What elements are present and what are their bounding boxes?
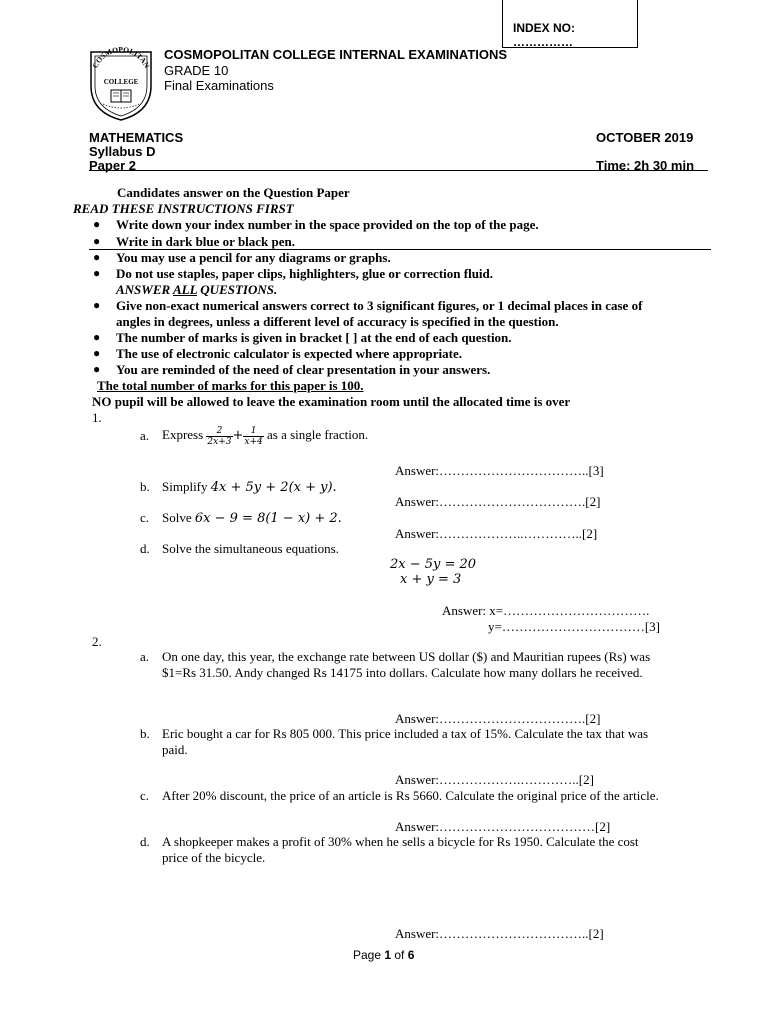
paper-number: Paper 2 [89,158,136,173]
q2a-question-line-2: $1=Rs 31.50. Andy changed Rs 14175 into dollars. Calculate how many dollars he received. [162,665,643,680]
instruction-item: Do not use staples, paper clips, highlighters, glue or correction fluid. [116,266,494,281]
read-instructions-heading: READ THESE INSTRUCTIONS FIRST [73,201,294,216]
index-number-label: INDEX NO: …………… [513,21,576,49]
index-number-box[interactable] [502,0,638,48]
fraction-1: $\frac{2}{2x+3}$ [207,425,232,447]
q1d-answer-y[interactable]: y=……………………………[3] [488,619,660,634]
instruction-item: The number of marks is given in bracket [ ] at the end of each question. [116,330,512,345]
q1c-question: Solve 6x − 9 = 8(1 − x) + 2. [162,510,342,526]
q1c-answer-line[interactable]: Answer:………………..…………..[2] [395,526,598,541]
exam-time: Time: 2h 30 min [596,158,695,173]
bullet-icon: ● [93,266,101,280]
q2d-label: d. [140,834,150,849]
bullet-icon: ● [93,217,101,231]
exam-date: OCTOBER 2019 [596,130,694,145]
bullet-icon: ● [93,362,101,376]
bullet-icon: ● [93,298,101,312]
bullet-icon: ● [93,346,101,360]
q2d-answer-line[interactable]: Answer:……………………………..[2] [395,926,604,941]
q1a-answer-line[interactable]: Answer:……………………………..[3] [395,463,604,478]
q2c-label: c. [140,788,150,803]
q2c-question: After 20% discount, the price of an article is Rs 5660. Calculate the original price of the article. [162,788,659,803]
total-pages: 6 [407,948,415,962]
candidates-note: Candidates answer on the Question Paper [117,185,350,200]
page-footer: Page 1 of 6 [353,948,415,962]
school-name: COSMOPOLITAN COLLEGE INTERNAL EXAMINATIONS [164,47,508,62]
svg-text:COLLEGE: COLLEGE [103,78,139,86]
instruction-item: Write down your index number in the space provided on the top of the page. [116,217,539,232]
q1d-label: d. [140,541,150,556]
q1b-label: b. [140,479,150,494]
q2a-label: a. [140,649,150,664]
bullet-icon: ● [93,330,101,344]
question-2-number: 2. [92,634,102,649]
answer-all-heading: ANSWER ALL QUESTIONS. [116,282,278,297]
instruction-item: Write in dark blue or black pen. [116,234,296,249]
exam-title: Final Examinations [164,78,274,93]
bullet-icon: ● [93,250,101,264]
q1d-question: Solve the simultaneous equations. [162,541,339,556]
q1c-label: c. [140,510,150,525]
q2a-question-line-1: On one day, this year, the exchange rate between US dollar ($) and Mauritian rupees (Rs) was [162,649,651,664]
header-rule [89,170,708,171]
svg-text:COSMOPOLITAN: COSMOPOLITAN [90,46,152,70]
q2d-question-line-1: A shopkeeper makes a profit of 30% when he sells a bicycle for Rs 1950. Calculate the cost [162,834,639,849]
question-1-number: 1. [92,410,102,425]
instruction-item: You may use a pencil for any diagrams or graphs. [116,250,391,265]
instruction-item: Give non-exact numerical answers correct to 3 significant figures, or 1 decimal places in case of [116,298,643,313]
q1d-equation-2: x + y = 3 [400,572,462,587]
instruction-item: You are reminded of the need of clear presentation in your answers. [116,362,491,377]
q2d-question-line-2: price of the bicycle. [162,850,266,865]
q1b-question: Simplify 4x + 5y + 2(x + y). [162,479,337,495]
q1d-answer-x[interactable]: Answer: x=……………………………. [442,603,650,618]
q1a-question: Express $\frac{2}{2x+3}$ + $\frac{1}{x+4}$ as a single fraction. [162,425,369,447]
q2c-answer-line[interactable]: Answer:………………………………[2] [395,819,611,834]
q2b-question-line-2: paid. [162,742,188,757]
subject-name: MATHEMATICS [89,130,184,145]
current-page: 1 [384,948,392,962]
instruction-item: The use of electronic calculator is expected where appropriate. [116,346,463,361]
q2b-question-line-1: Eric bought a car for Rs 805 000. This price included a tax of 15%. Calculate the tax that was [162,726,649,741]
q2a-answer-line[interactable]: Answer:…………………………….[2] [395,711,601,726]
fraction-2: $\frac{1}{x+4}$ [244,425,263,447]
q2b-answer-line[interactable]: Answer:……………….…………..[2] [395,772,594,787]
college-logo [85,46,157,122]
q2b-label: b. [140,726,150,741]
grade: GRADE 10 [164,63,229,78]
q1b-answer-line[interactable]: Answer:…………………………….[2] [395,494,601,509]
q1d-equation-1: 2x − 5y = 20 [390,557,477,572]
no-leave-note: NO pupil will be allowed to leave the examination room until the allocated time is over [92,394,571,409]
q1a-label: a. [140,428,150,443]
instruction-item-cont: angles in degrees, unless a different level of accuracy is specified in the question. [116,314,559,329]
syllabus: Syllabus D [89,144,156,159]
total-marks-note: The total number of marks for this paper is 100. [97,378,364,393]
bullet-icon: ● [93,234,101,248]
